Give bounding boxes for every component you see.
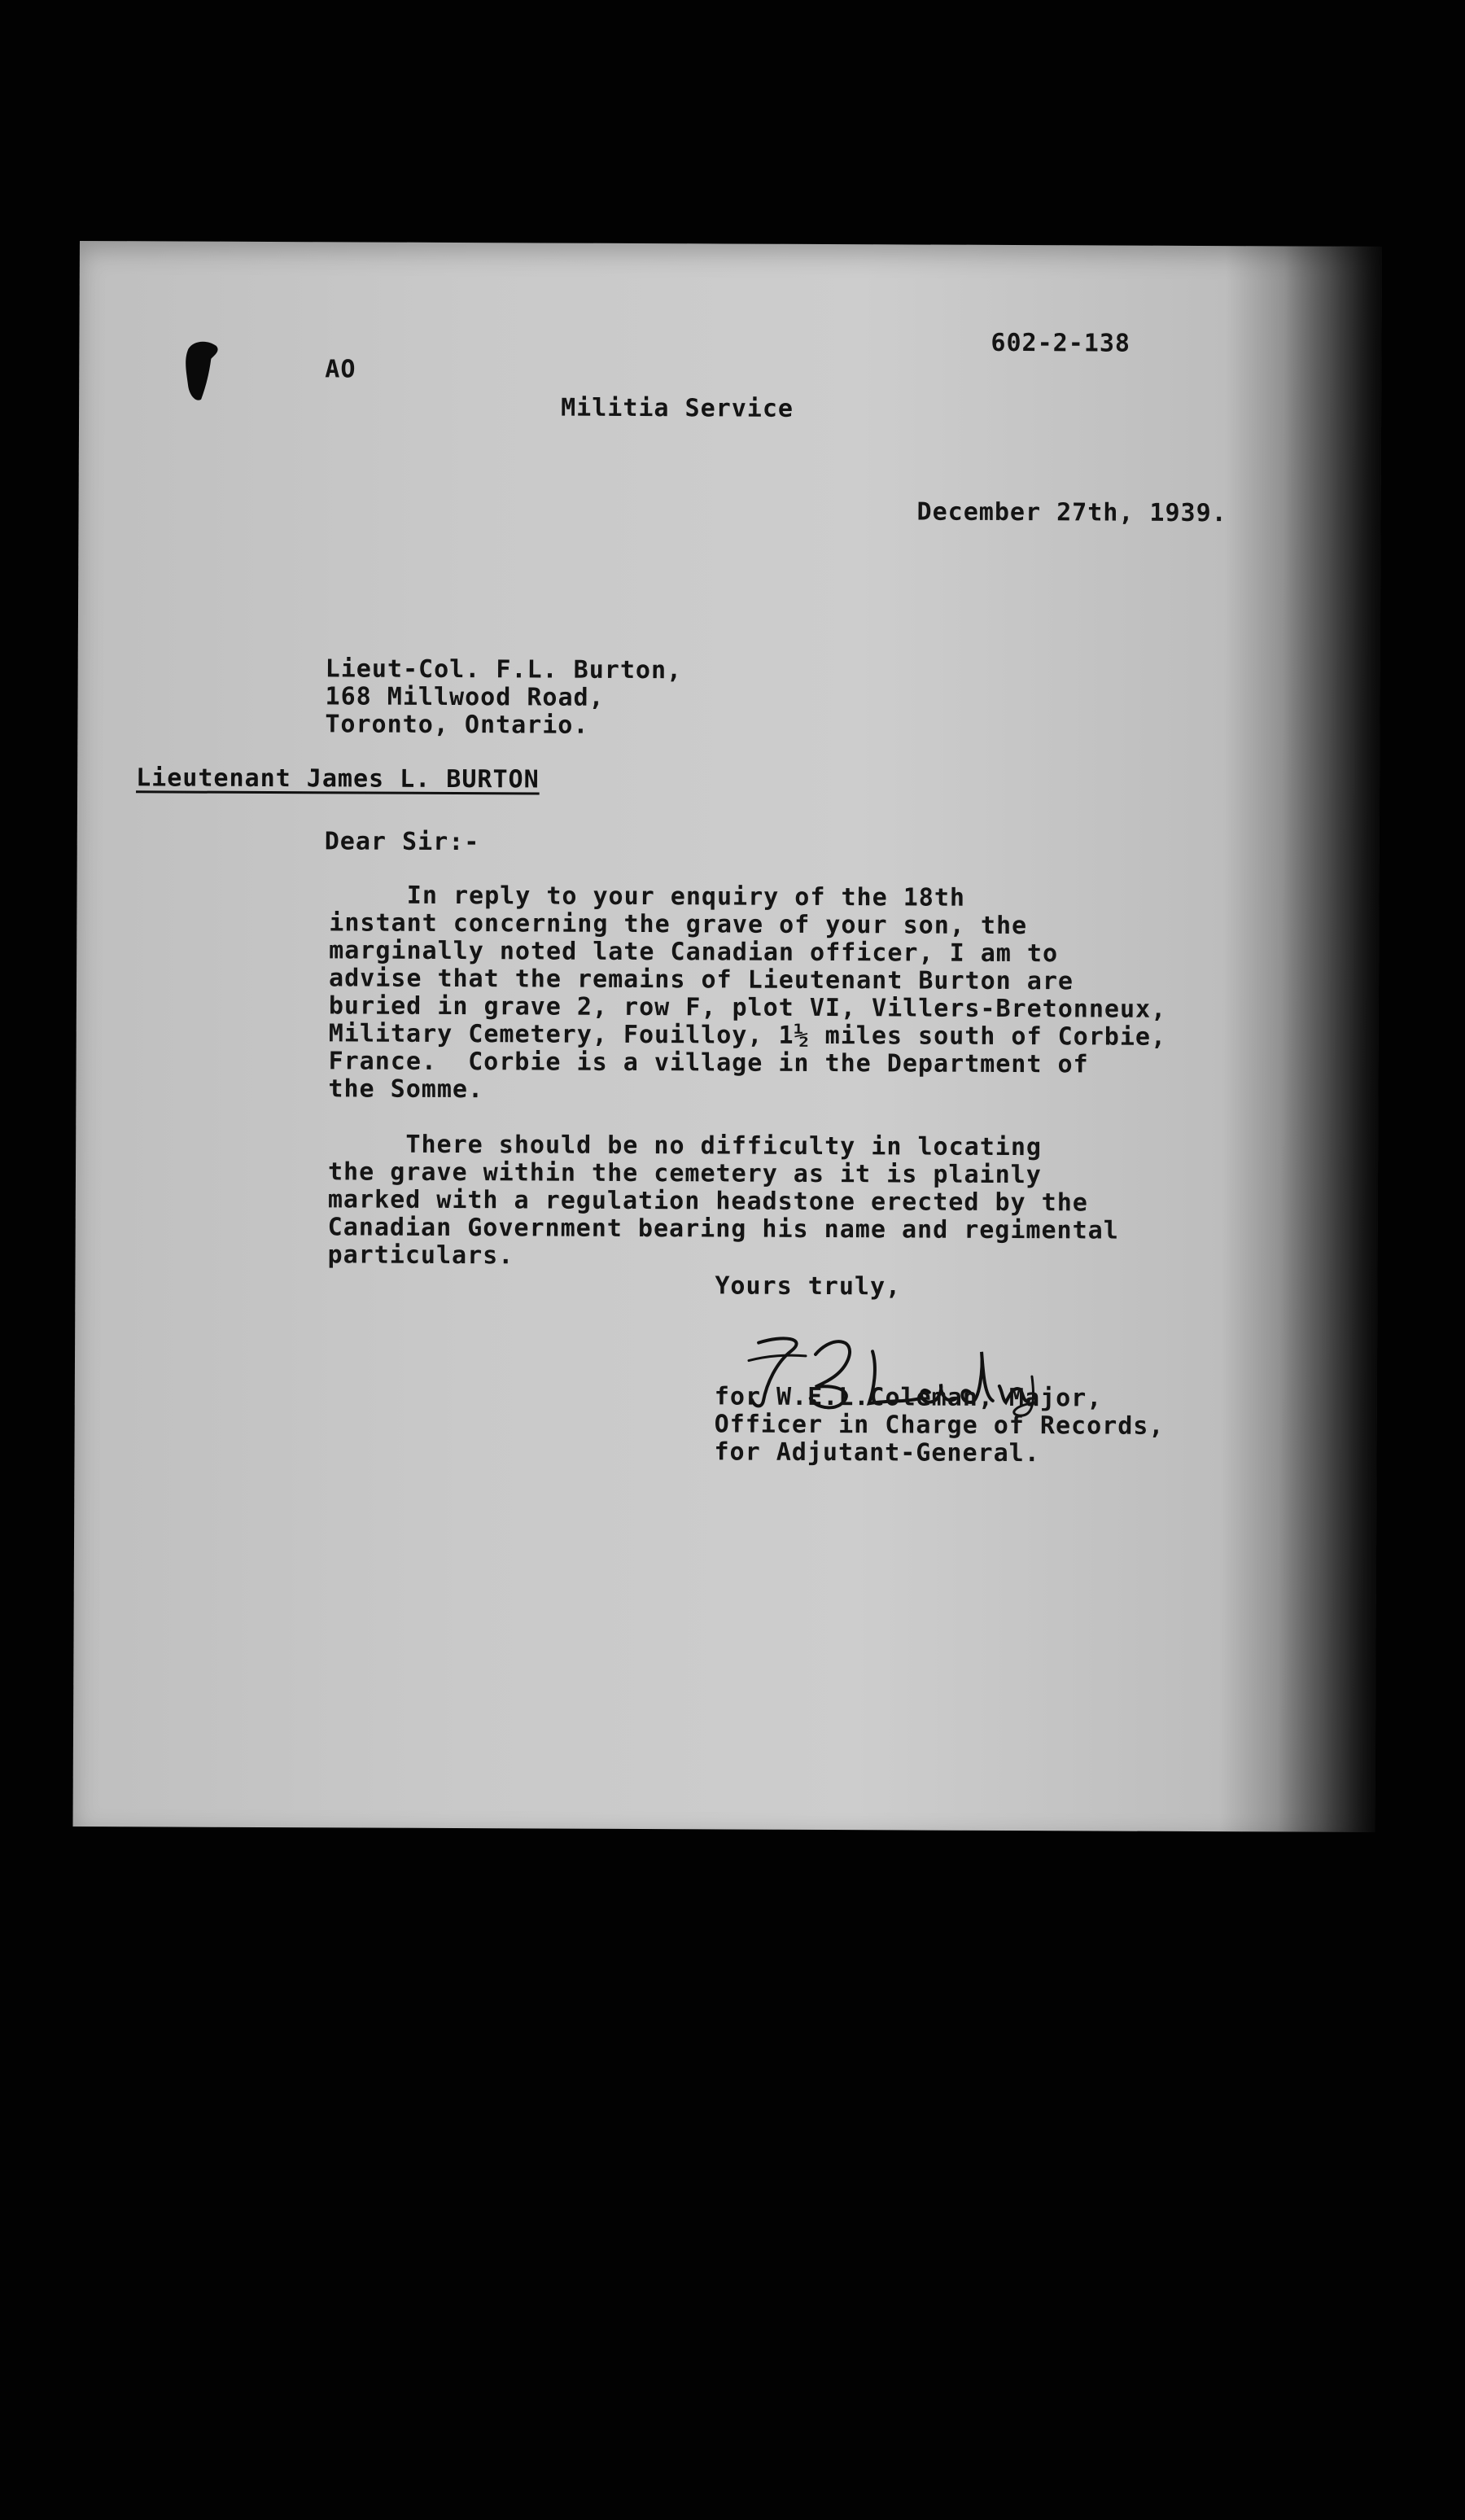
- signatory-authority: for Adjutant-General.: [714, 1437, 1040, 1468]
- body-line: the Somme.: [328, 1074, 484, 1105]
- file-number: 602-2-138: [991, 328, 1131, 358]
- body-line: buried in grave 2, row F, plot VI, Villers-Bretonneux,: [328, 991, 1167, 1024]
- body-line: particulars.: [327, 1240, 514, 1271]
- ink-blot-mark: [181, 339, 222, 403]
- body-line: In reply to your enquiry of the 18th: [329, 881, 966, 912]
- body-line: Military Cemetery, Fouilloy, 1½ miles south of Corbie,: [328, 1019, 1167, 1052]
- typist-initials: AO: [325, 355, 356, 384]
- marginal-note: Lieutenant James L. BURTON: [136, 763, 540, 794]
- closing-phrase: Yours truly,: [715, 1271, 902, 1302]
- signatory-office: Officer in Charge of Records,: [714, 1410, 1165, 1441]
- letter-date: December 27th, 1939.: [916, 497, 1227, 528]
- body-line: advise that the remains of Lieutenant Burton are: [328, 964, 1074, 996]
- body-line: instant concerning the grave of your son, the: [329, 908, 1028, 941]
- signatory-name: for W.E.L.Coleman, Major,: [714, 1382, 1103, 1413]
- recipient-city: Toronto, Ontario.: [325, 710, 589, 740]
- body-line: marked with a regulation headstone erected by the: [327, 1185, 1088, 1218]
- signature-block: [714, 1383, 1164, 1468]
- recipient-street: 168 Millwood Road,: [325, 682, 605, 712]
- letter-body: [327, 882, 1305, 1301]
- body-line: marginally noted late Canadian officer, I am to: [329, 936, 1059, 969]
- salutation: Dear Sir:-: [324, 827, 480, 857]
- letter-page: [73, 241, 1382, 1832]
- recipient-name: Lieut-Col. F.L. Burton,: [325, 654, 683, 685]
- body-line: There should be no difficulty in locating: [328, 1130, 1043, 1162]
- paragraph-enquiry-reply: [328, 882, 1305, 1107]
- body-line: Canadian Government bearing his name and regimental: [327, 1213, 1119, 1245]
- body-line: France. Corbie is a village in the Department of: [328, 1047, 1089, 1079]
- body-line: the grave within the cemetery as it is plainly: [327, 1157, 1042, 1190]
- paragraph-headstone: [327, 1131, 1305, 1273]
- department-heading: Militia Service: [561, 393, 794, 423]
